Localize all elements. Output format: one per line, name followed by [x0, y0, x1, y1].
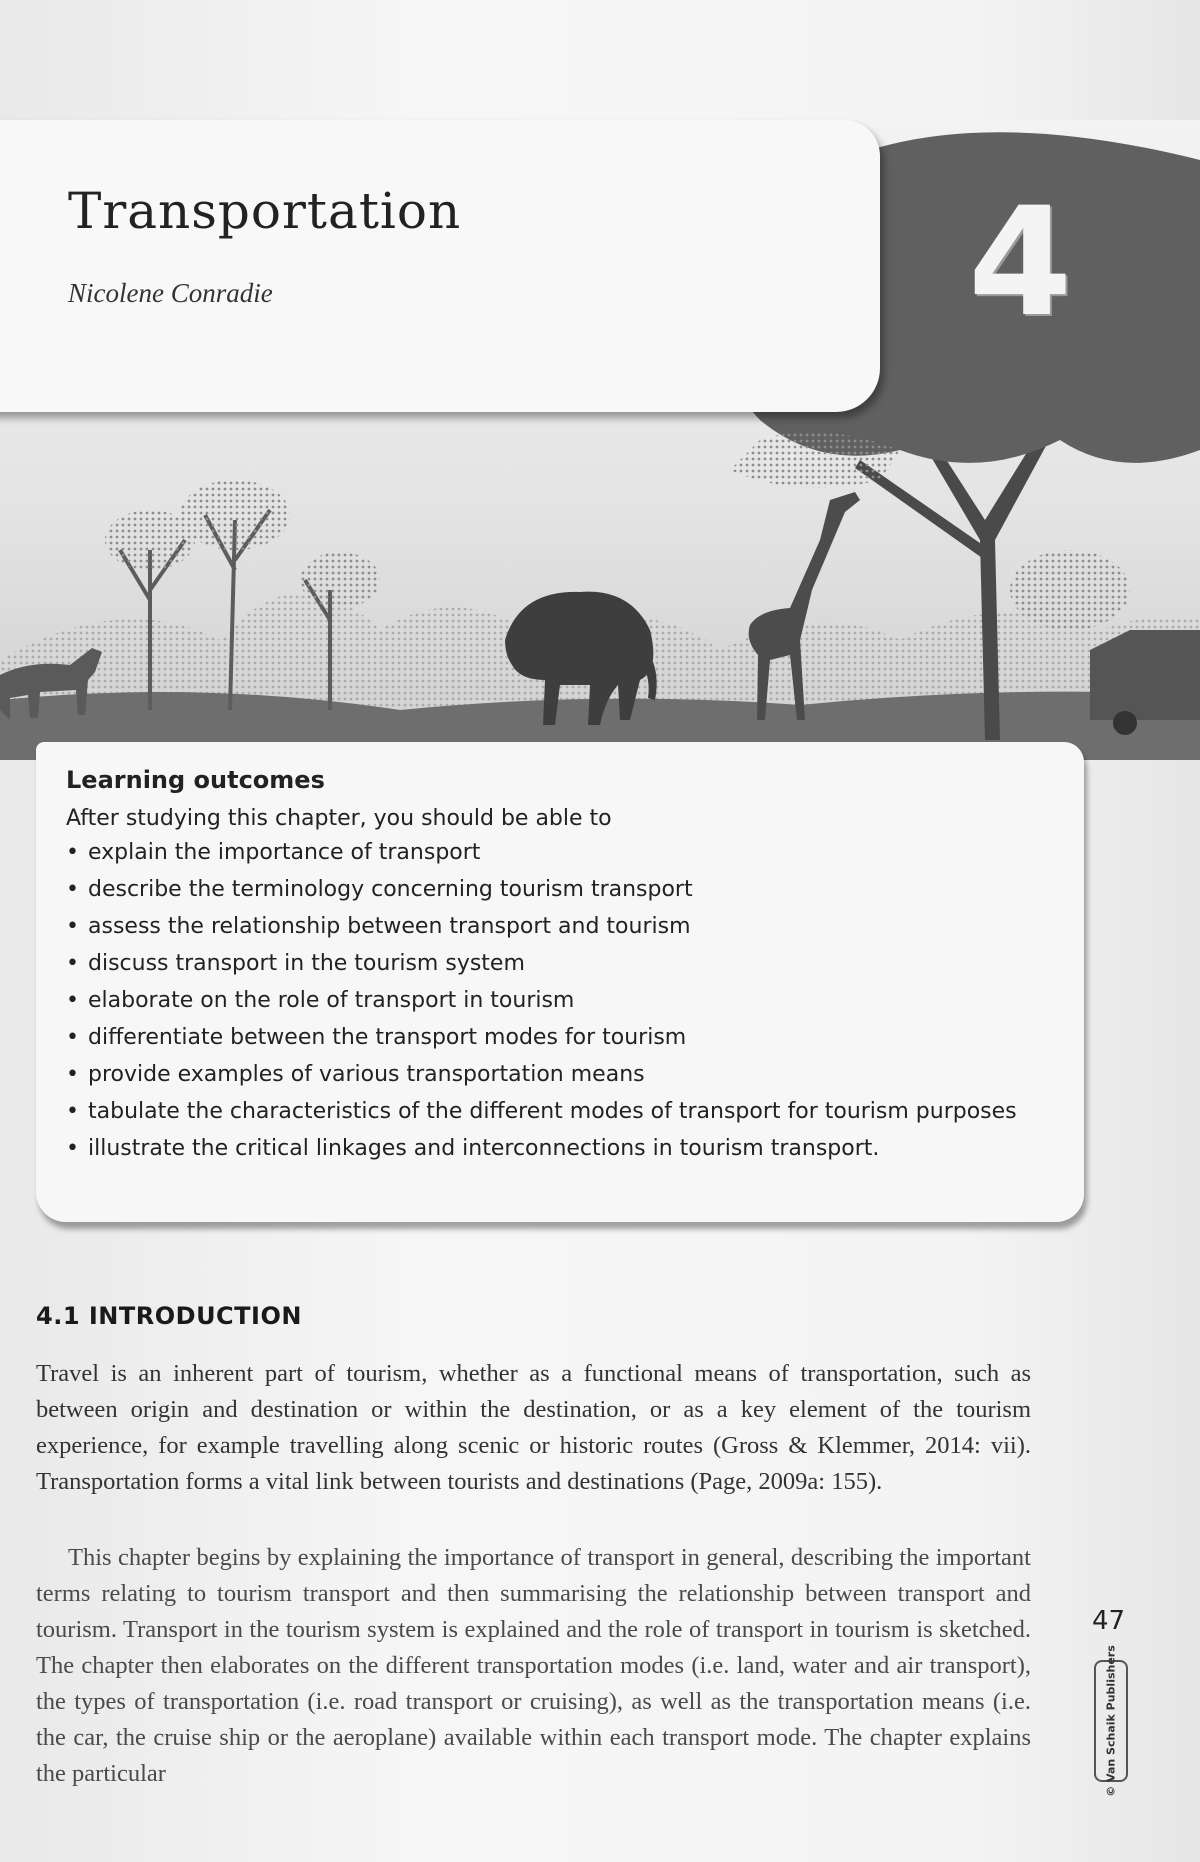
learning-outcomes-box [36, 742, 1084, 1222]
chapter-number: 4 [968, 176, 1073, 350]
list-item: • describe the terminology concerning tourism transport [66, 874, 1048, 906]
learning-outcomes-heading: Learning outcomes [66, 766, 325, 794]
list-item: • discuss transport in the tourism system [66, 948, 1048, 980]
learning-outcomes-intro: After studying this chapter, you should be able to [66, 806, 612, 831]
list-item: • explain the importance of transport [66, 837, 1048, 869]
body-paragraph: Travel is an inherent part of tourism, whether as a functional means of transportation, such as between origin and destination or within the destination, or as a key element of the tourism experience, for example travelling along scenic or historic routes (Gross & Klemmer, 2014: vii). Transportation forms a vital link between tourists and destinations (Page, 2009a: 155). [36, 1360, 1031, 1495]
list-item: • differentiate between the transport modes for tourism [66, 1022, 1048, 1054]
list-item: • illustrate the critical linkages and interconnections in tourism transport. [66, 1133, 1048, 1165]
body-paragraph: This chapter begins by explaining the importance of transport in general, describing the important terms relating to tourism transport and then summarising the relationship between transport and tourism. Transport in the tourism system is explained and the role of transport in tourism is sketched. The chapter then elaborates on the different transportation modes (i.e. land, water and air transport), the types of transportation (i.e. road transport or cruising), as well as the transportation means (i.e. the car, the cruise ship or the aeroplane) available within each transport mode. The chapter explains the particular [36, 1544, 1031, 1787]
chapter-title: Transportation [68, 182, 462, 240]
page-number: 47 [1092, 1606, 1126, 1636]
chapter-author: Nicolene Conradie [68, 278, 273, 308]
list-item: • tabulate the characteristics of the different modes of transport for tourism purposes [66, 1096, 1048, 1128]
publisher-logo [1094, 1645, 1128, 1797]
learning-outcomes-list [66, 837, 1084, 1165]
publisher-label: © Van Schaik Publishers [1104, 1645, 1118, 1797]
section-heading: 4.1 INTRODUCTION [36, 1302, 302, 1330]
list-item: • assess the relationship between transport and tourism [66, 911, 1048, 943]
list-item: • elaborate on the role of transport in tourism [66, 985, 1048, 1017]
title-card [0, 120, 880, 412]
list-item: • provide examples of various transportation means [66, 1059, 1048, 1091]
